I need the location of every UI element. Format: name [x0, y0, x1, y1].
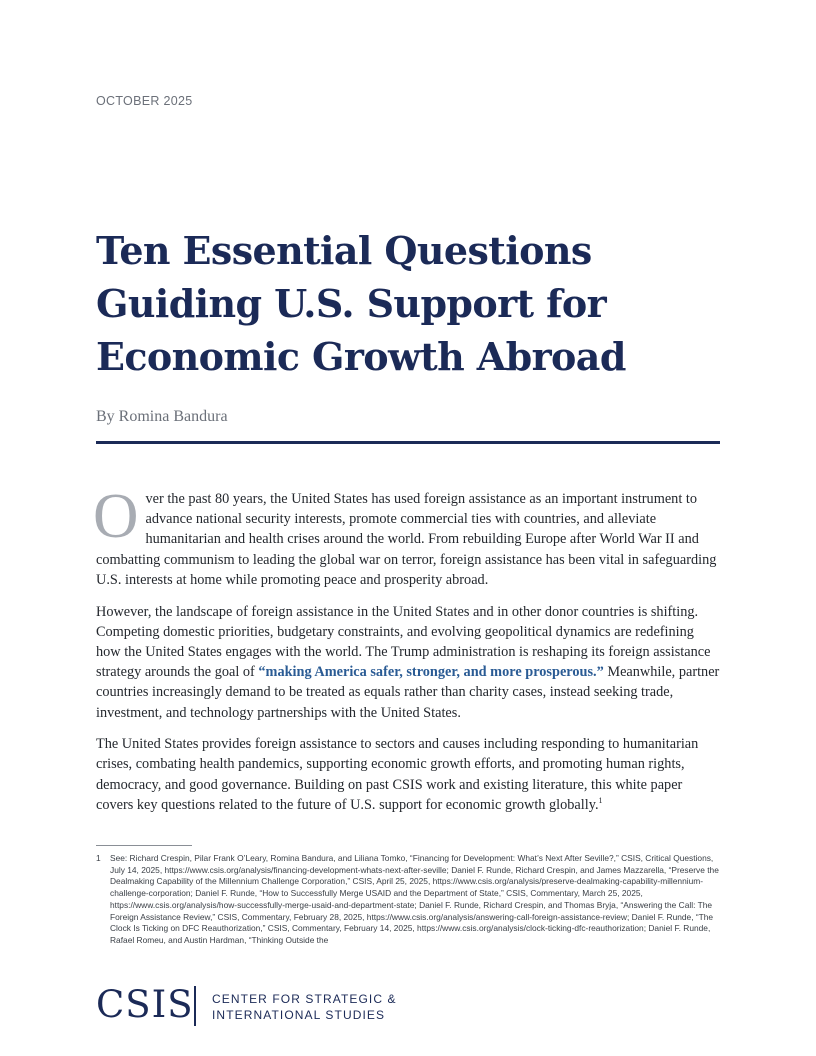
paragraph-landscape — [96, 602, 720, 723]
author-byline: By Romina Bandura — [96, 408, 228, 425]
footnote — [96, 853, 720, 947]
title-divider — [96, 441, 720, 444]
org-name — [212, 991, 397, 1023]
page-title — [96, 224, 736, 383]
paragraph-text: ver the past 80 years, the United States has used foreign assistance as an important instrument to advance national security interests, promote commercial ties with countries, and alleviate humanitarian and health crises around the world. From rebuilding Europe after World War II and combatting communism to leading the global war on terror, foreign assistance has been vital in safeguarding U.S. interests at home while promoting peace and prosperity abroad. — [96, 491, 717, 588]
footnote-text: See: Richard Crespin, Pilar Frank O’Leary, Romina Bandura, and Liliana Tomko, “Financing for Development: What’s Next After Seville?,” CSIS, Critical Questions, July 14, 2025, https://www.csis.org/analysis/financing-development-whats-next-after-seville; Daniel F. Runde, Richard Crespin, and James Mazzarella, “Preserve the Dealmaking Capability of the Millennium Challenge Corporation,” CSIS, April 25, 2025, https://www.csis.org/analysis/preserve-dealmaking-capability-millennium-challenge-corporation; Daniel F. Runde, “How to Successfully Merge USAID and the Department of State,” CSIS, Commentary, March 25, 2025, https://www.csis.org/analysis/how-successfully-merge-usaid-and-department-state; Daniel F. Runde, Richard Crespin, and Thomas Bryja, “Answering the Call: The Foreign Assistance Review,” CSIS, Commentary, February 28, 2025, https://www.csis.org/analysis/answering-call-foreign-assistance-review; Daniel F. Runde, “The Clock Is Ticking on DFC Reauthorization,” CSIS, Commentary, February 14, 2025, https://www.csis.org/analysis/clock-ticking-dfc-reauthorization; Daniel F. Runde, Rafael Romeu, and Austin Hardman, “Thinking Outside the — [110, 853, 719, 945]
title-line: Guiding U.S. Support for — [96, 281, 607, 326]
article-body — [93, 481, 720, 827]
title-line: Economic Growth Abroad — [96, 334, 626, 379]
drop-cap: O — [93, 481, 139, 551]
title-line: Ten Essential Questions — [96, 228, 592, 273]
paragraph-text: The United States provides foreign assistance to sectors and causes including responding to humanitarian crises, combating health pandemics, supporting economic growth efforts, and promoting human rights, democracy, and good governance. Building on past CSIS work and existing literature, this white paper covers key questions related to the future of U.S. support for economic growth globally. — [96, 736, 699, 813]
paragraph-intro — [93, 481, 720, 590]
highlight-link[interactable]: “making America safer, stronger, and more prosperous.” — [258, 664, 604, 681]
footnote-divider — [96, 845, 192, 846]
csis-logo: CSIS — [96, 983, 194, 1026]
footnote-number: 1 — [96, 853, 101, 863]
paragraph-text: However, the landscape of foreign assistance in the United States and in other donor countries is shifting. Competing domestic priorities, budgetary constraints, and evolving geopolitical dynamics are redefining how the United States engages with the world. The Trump administration is reshaping its foreign assistance strategy arounds the goal of — [96, 603, 711, 681]
publication-date: OCTOBER 2025 — [96, 94, 193, 108]
paragraph-scope — [96, 734, 720, 815]
org-name-line: INTERNATIONAL STUDIES — [212, 1008, 386, 1022]
org-name-line: CENTER FOR STRATEGIC & — [212, 992, 397, 1006]
footnote-ref[interactable]: 1 — [598, 795, 603, 805]
paragraph-text: Meanwhile, partner countries increasingly demand to be treated as equals rather than charity cases, instead seeking trade, investment, and technology partnerships with the United States. — [96, 664, 720, 721]
logo-divider — [194, 986, 196, 1026]
